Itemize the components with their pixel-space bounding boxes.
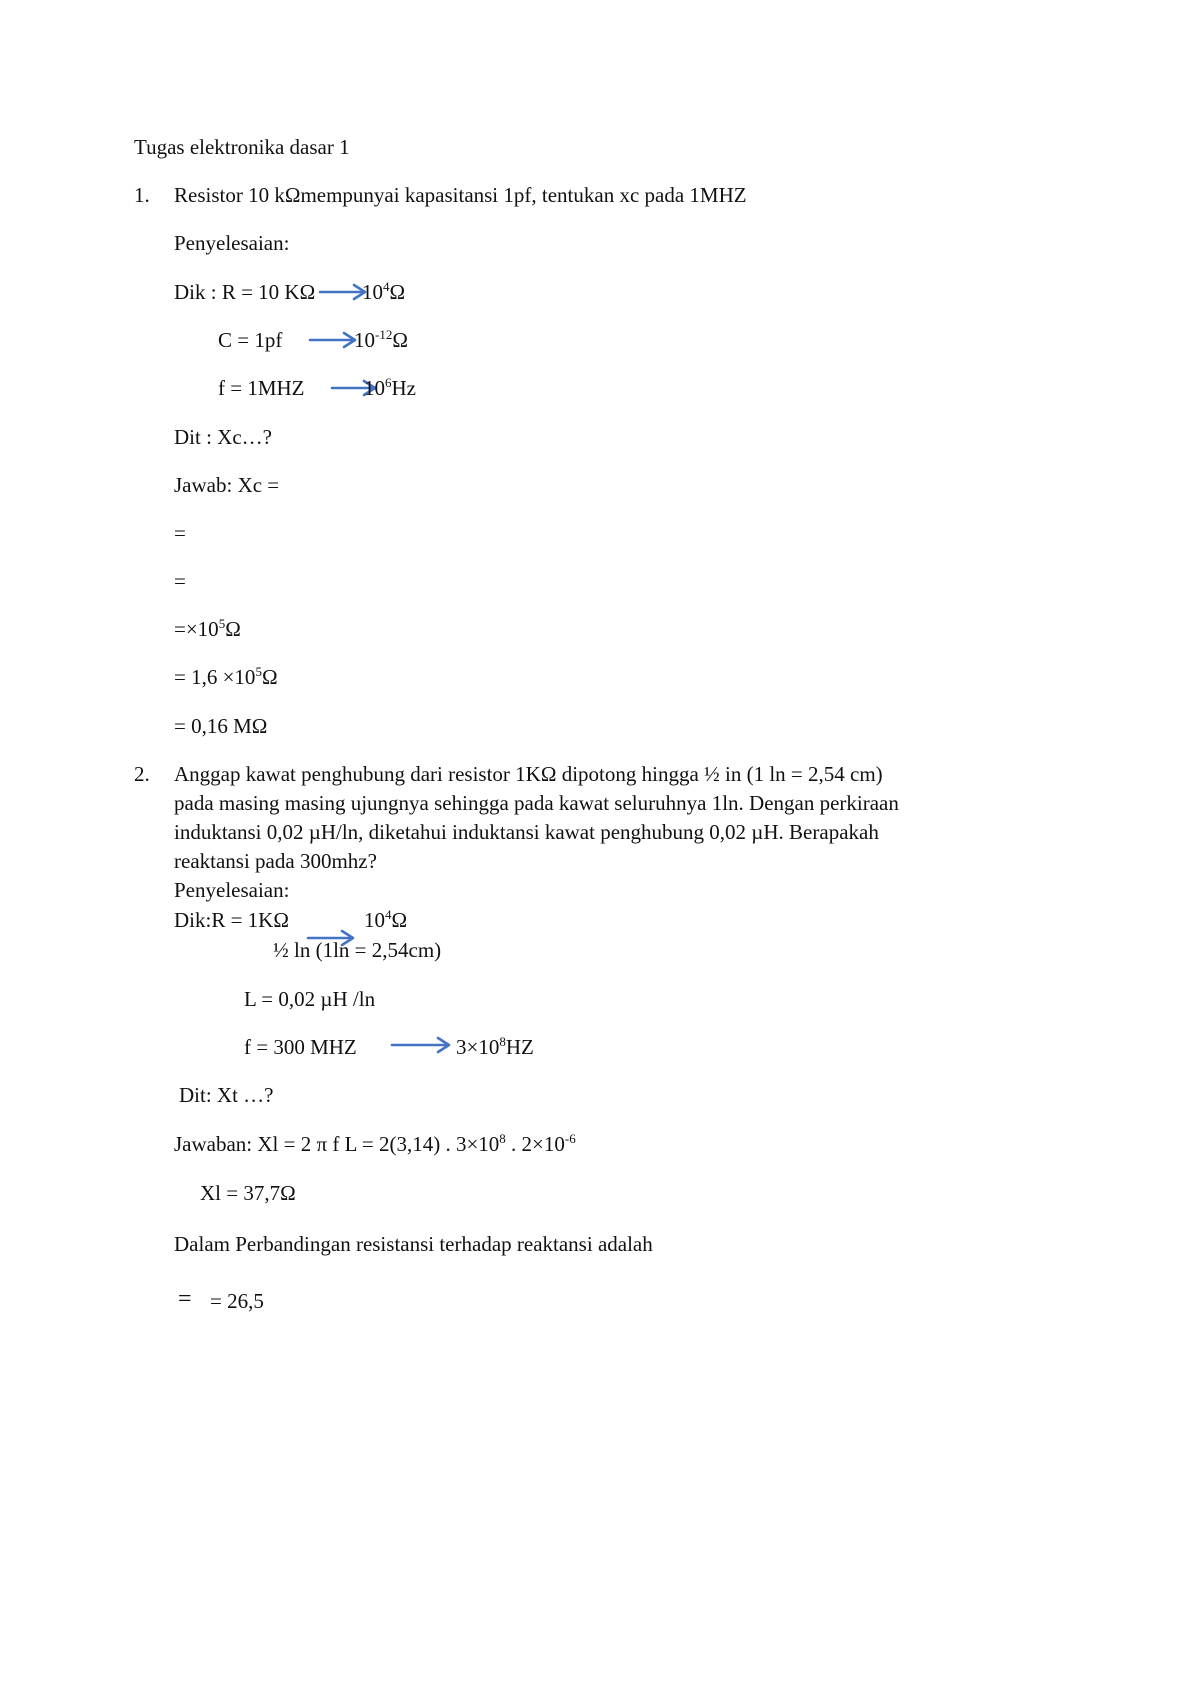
q1-dik-f-value: $10^6Hz$ <box>364 375 416 400</box>
q2-question-line-3: induktansi 0,02 µH/ln, diketahui induktansi kawat penghubung 0,02 µH. Berapakah <box>174 820 879 844</box>
q2-dik-length: ½ ln (1ln = 2,54cm) <box>273 938 442 962</box>
q1-dik-c-value: $10^{-12}\Omega$ <box>354 327 408 352</box>
q2-solution-label: Penyelesaian: <box>174 878 290 902</box>
q1-dik-r-value: $10^4\Omega$ <box>362 279 406 304</box>
q2-xl-result: Xl = 37,7Ω <box>200 1181 296 1205</box>
q2-jawaban: Jawaban: Xl = 2 π f L = 2(3,14) . $3\times 10^8$ . $2\times 10^{-6}$ <box>174 1131 576 1156</box>
q1-step-3: $=\times 10^5\Omega$ <box>174 616 241 641</box>
arrow-right-icon <box>308 330 360 350</box>
arrow-right-icon <box>306 928 358 948</box>
q1-step-4: = $1,6 \times 10^5\Omega$ <box>174 664 278 689</box>
q1-step-1: = <box>174 521 186 545</box>
q1-dik-r-label: Dik : R = 10 KΩ <box>174 280 316 304</box>
q2-number: 2. <box>134 762 150 786</box>
q1-question: Resistor 10 kΩmempunyai kapasitansi 1pf, tentukan xc pada 1MHZ <box>174 183 747 207</box>
q2-dik-f-label: f = 300 MHZ <box>244 1035 357 1059</box>
q2-dit: Dit: Xt …? <box>179 1083 274 1107</box>
q1-solution-label: Penyelesaian: <box>174 231 290 255</box>
q2-dik-f-value: $3\times 10^8HZ$ <box>456 1034 534 1059</box>
arrow-right-icon <box>390 1035 454 1055</box>
q2-question-line-4: reaktansi pada 300mhz? <box>174 849 377 873</box>
q1-dik-f-label: f = 1MHZ <box>218 376 305 400</box>
q1-number: 1. <box>134 183 150 207</box>
q2-dik-l: L = 0,02 µH /ln <box>244 987 376 1011</box>
q2-ratio-result: = 26,5 <box>210 1289 264 1313</box>
q2-dik-r-value: $10^4\Omega$ <box>364 907 408 932</box>
q2-dik-r-label: Dik:R = 1KΩ <box>174 908 289 932</box>
q2-ratio-equals: = <box>178 1286 192 1312</box>
q1-step-2: = <box>174 569 186 593</box>
q1-dik-c-label: C = 1pf <box>218 328 283 352</box>
q2-question-line-1: Anggap kawat penghubung dari resistor 1KΩ dipotong hingga ½ in (1 ln = 2,54 cm) <box>174 762 883 786</box>
q2-question-line-2: pada masing masing ujungnya sehingga pada kawat seluruhnya 1ln. Dengan perkiraan <box>174 791 899 815</box>
q2-comparison: Dalam Perbandingan resistansi terhadap reaktansi adalah <box>174 1232 653 1256</box>
page-title: Tugas elektronika dasar 1 <box>134 135 350 159</box>
q1-dit: Dit : Xc…? <box>174 425 272 449</box>
q1-jawab: Jawab: Xc = <box>174 473 280 497</box>
q1-step-5: = 0,16 MΩ <box>174 714 268 738</box>
